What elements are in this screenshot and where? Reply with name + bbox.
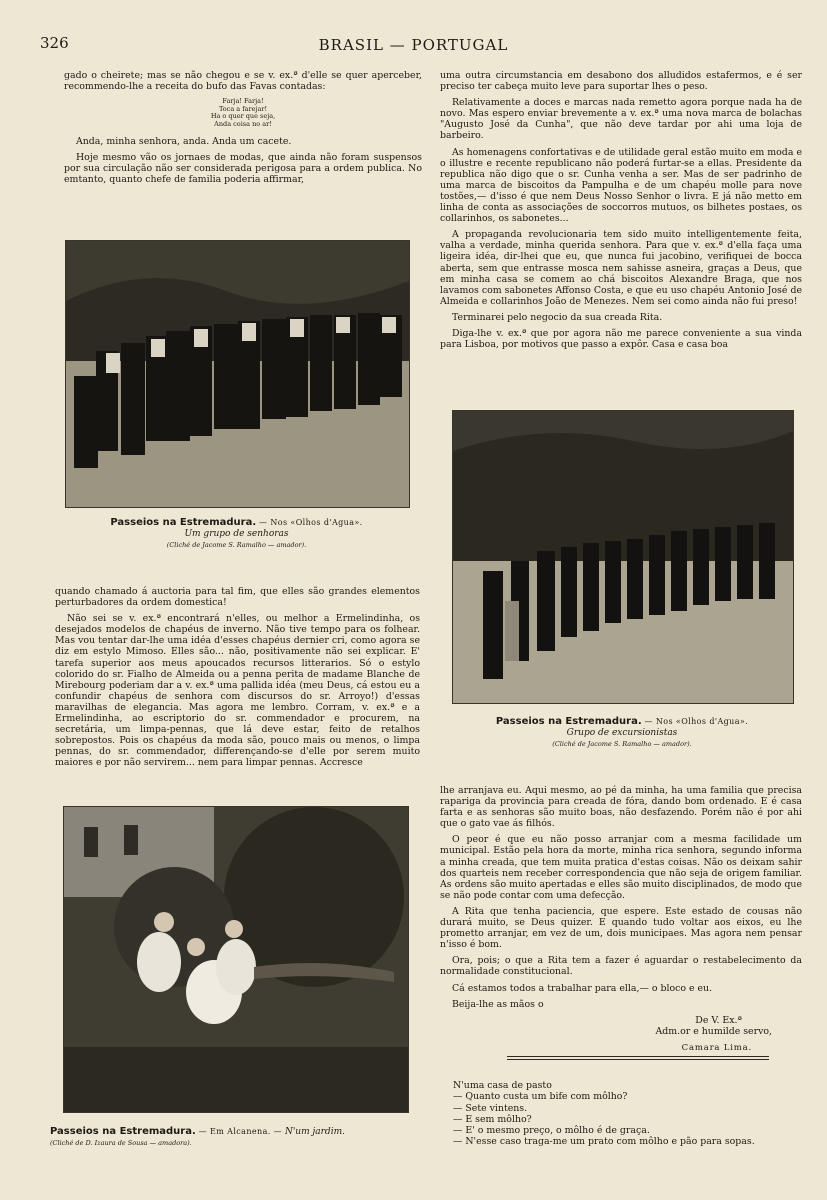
- anecdote-line: — N'esse caso traga-me um prato com môlho e pão para sopas.: [453, 1136, 755, 1148]
- caption-title: Passeios na Estremadura.: [495, 716, 642, 727]
- caption-photo-2: [452, 716, 792, 750]
- right-column-bottom: [440, 785, 802, 1054]
- verse-line: Farja! Farja!: [222, 97, 264, 106]
- caption-place: — Nos «Olhos d'Agua».: [259, 518, 363, 527]
- anecdote-line: — E sem môlho?: [453, 1113, 532, 1125]
- caption-credit: (Cliché de Jacome S. Ramalho — amador).: [552, 740, 692, 748]
- paragraph: Ora, pois; o que a Rita tem a fazer é aguardar o restabelecimento da normalidade constitucional.: [440, 955, 802, 978]
- paragraph: A Rita que tenha paciencia, que espere. Este estado de cousas não durará muito, se Deus quizer. E quando tudo voltar aos eixos, eu lhe prometto arranjar, em vez de um, dois municipaes. Mas agora nem pensar n'isso é bom.: [440, 905, 802, 951]
- photo-group-of-ladies: [65, 240, 410, 508]
- running-title: BRASIL — PORTUGAL: [318, 36, 509, 54]
- caption-title: Passeios na Estremadura.: [110, 517, 257, 528]
- photo-garden: [63, 806, 409, 1113]
- caption-subtitle: Grupo de excursionistas: [566, 728, 678, 738]
- caption-title: Passeios na Estremadura.: [50, 1126, 196, 1137]
- paragraph: Relativamente a doces e marcas nada remetto agora porque nada ha de novo. Mas espero enviar brevemente a v. ex.ª uma nova marca de bolachas "Augusto José da Cunha", que não deve tardar por ahi uma loja de barbeiro.: [440, 97, 802, 142]
- paragraph: Hoje mesmo vão os jornaes de modas, que ainda não foram suspensos por sua circulação não ser considerada perigosa para a ordem publica. No emtanto, quanto chefe de familia poderia affirmar,: [64, 152, 422, 186]
- paragraph: Anda, minha senhora, anda. Anda um cacete.: [76, 136, 292, 148]
- photo-excursionists-image: [453, 411, 793, 703]
- paragraph: Cá estamos todos a trabalhar para ella,— o bloco e eu.: [452, 982, 713, 994]
- anecdote-line: N'uma casa de pasto: [453, 1080, 552, 1091]
- photo-group-of-ladies-image: [66, 241, 409, 507]
- caption-photo-1: [65, 517, 408, 551]
- verse-line: Anda coisa no ar!: [214, 119, 272, 128]
- paragraph: O peor é que eu não posso arranjar com a mesma facilidade um municipal. Estão pela hora da morte, minha rica senhora, segundo informa a minha creada, que tem muita pratica d'estas coisas. Não os deixam sahir dos quarteis nem receber correspondencia que não seja de origem familiar. As ordens são muito apertadas e elles são muito disciplinados, de modo que se não pode contar com uma defecção.: [440, 834, 802, 901]
- photo-garden-image: [64, 807, 408, 1112]
- paragraph: Beija-lhe as mãos o: [452, 998, 544, 1010]
- separator-rule: [507, 1056, 769, 1057]
- verse: [64, 98, 422, 128]
- left-column-top: [64, 70, 422, 191]
- paragraph: quando chamado á auctoria para tal fim, que elles são grandes elementos perturbadores da ordem domestica!: [55, 586, 420, 609]
- caption-credit: (Cliché de Jacome S. Ramalho — amador).: [166, 541, 307, 549]
- closing-formula: De V. Ex.ª: [695, 1014, 742, 1026]
- separator-rule: [507, 1059, 769, 1060]
- verse-line: Toca a farejar!: [218, 104, 268, 113]
- paragraph: Não sei se v. ex.ª encontrará n'elles, ou melhor a Ermelindinha, os desejados modelos de chapéus de inverno. Não tive tempo para os folhear. Mas vou tentar dar-lhe uma idéa d'esses chapéus dernier cri, como agora se diz em estylo Mimoso. Elles são... não, positivamente não sei explicar. E' tarefa superior aos meus apoucados recursos litterarios. Só o estylo colorido do sr. Fialho de Almeida ou a penna perita de madame Blanche de Mirebourg poderiam dar a v. ex.ª uma pallida idéa (meu Deus, cá estou eu a confundir chapéus de senhora com discursos do sr. Arroyo!) d'essas maravilhas de elegancia. Mas agora me lembro. Corram, v. ex.ª e a Ermelindinha, ao escriptorio do sr. commendador e procurem, na secretária, um limpa-pennas, que lá deve estar, feito de retalhos sobrepostos. Pois os chapéus da moda são, pouco mais ou menos, o limpa pennas, do sr. commendador, differençando-se d'elle por serem muito maiores e por não servirem... nem para limpar pennas. Accresce: [55, 613, 420, 769]
- paragraph: Terminarei pelo negocio da sua creada Rita.: [452, 311, 663, 323]
- anecdote-line: — Quanto custa um bife com môlho?: [453, 1091, 628, 1103]
- caption-place: — Nos «Olhos d'Agua».: [644, 717, 749, 726]
- caption-credit: (Cliché de D. Izaura de Sousa — amadora).: [50, 1139, 192, 1147]
- caption-subtitle: N'um jardim.: [284, 1127, 345, 1137]
- paragraph: uma outra circumstancia em desabono dos alludidos estafermos, e é ser preciso ter cabeça muito leve para suportar lhes o peso.: [440, 70, 802, 93]
- paragraph: As homenagens confortativas e de utilidade geral estão muito em moda e o illustre e recente republicano não poderá furtar-se a ellas. Presidente da republica não digo que o sr. Cunha venha a ser. Mas de ser padrinho de uma marca de biscoitos da Pampulha e de um chapéu molle para nove tostões,— d'isso é que nem Deus Nosso Senhor o livra. E já não metto em linha de conta as associações de soccorros mutuos, os bilhetes postaes, os collarinhos, os sabonetes...: [440, 146, 802, 225]
- paragraph: lhe arranjava eu. Aqui mesmo, ao pé da minha, ha uma familia que precisa rapariga da provincia para creada de fóra, dando bom ordenado. E é casa farta e as senhoras são muito boas, não desfazendo. Porém não é por ahi que o gato vae ás filhós.: [440, 785, 802, 830]
- caption-place: — Em Alcanena. —: [198, 1127, 283, 1136]
- paragraph: Diga-lhe v. ex.ª que por agora não me parece conveniente a sua vinda para Lisboa, por motivos que passo a expôr. Casa e casa boa: [440, 327, 802, 351]
- anecdote: [453, 1080, 793, 1148]
- right-column-top: [440, 70, 802, 355]
- signature: Camara Lima.: [681, 1042, 752, 1053]
- caption-photo-3: [50, 1126, 420, 1149]
- left-column-middle: [55, 586, 420, 774]
- paragraph: A propaganda revolucionaria tem sido muito intelligentemente feita, valha a verdade, minha querida senhora. Para que v. ex.ª d'ella faça uma ligeira idéa, dir-lhei que eu, que nunca fui jacobino, verifiquei de bocca aberta, sem que entrasse mosca nem sahisse asneira, graças a Deus, que em minha casa se comem ao chá biscoitos Alexandre Braga, que nos lavamos com sabonetes Affonso Costa, e que eu uso chapéu Antonio José de Almeida e collarinhos João de Menezes. Nem sei como ainda não fui preso!: [440, 229, 802, 307]
- closing-formula: Adm.or e humilde servo,: [655, 1025, 772, 1037]
- anecdote-line: — E' o mesmo preço, o môlho é de graça.: [453, 1125, 650, 1137]
- page-number: 326: [40, 34, 69, 52]
- anecdote-line: — Sete vintens.: [453, 1102, 528, 1114]
- paragraph: gado o cheirete; mas se não chegou e se v. ex.ª d'elle se quer aperceber, recommendo-lhe a receita do bufo das Favas contadas:: [64, 70, 422, 93]
- verse-line: Ha o quer que seja,: [210, 112, 276, 121]
- photo-excursionists: [452, 410, 794, 704]
- caption-subtitle: Um grupo de senhoras: [184, 529, 289, 539]
